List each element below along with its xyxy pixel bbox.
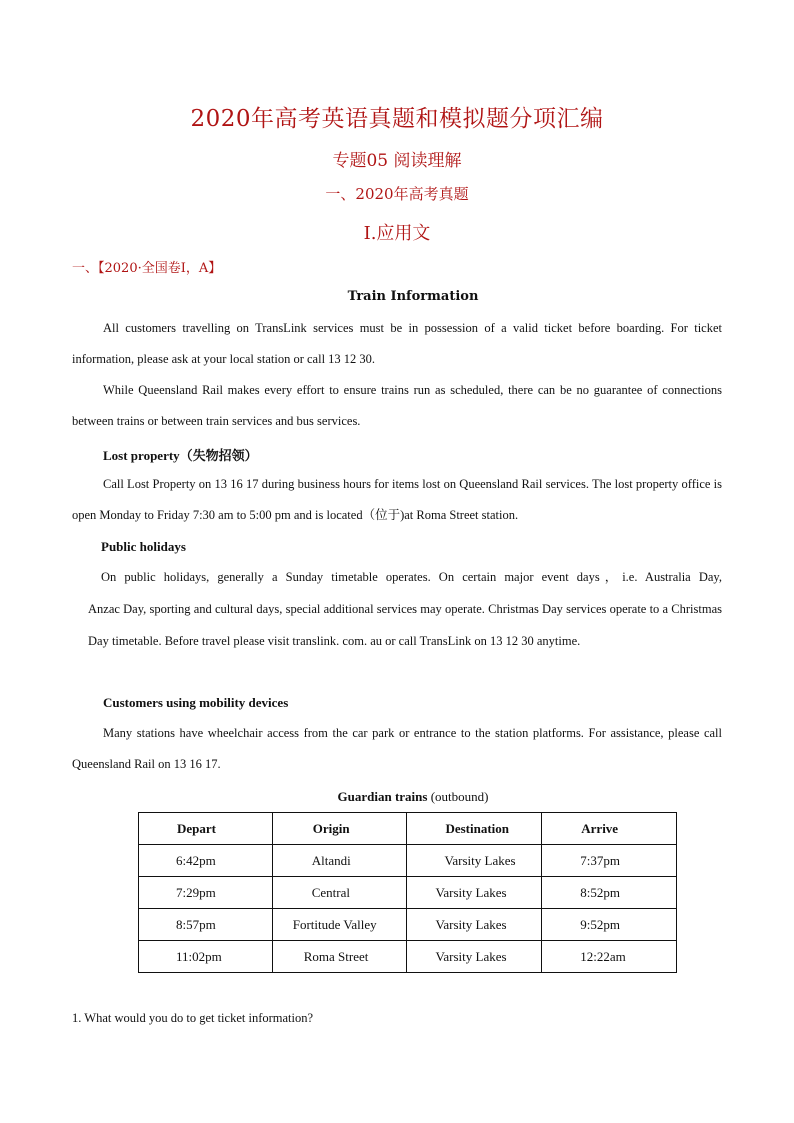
paragraph-text: While Queensland Rail makes every effort to ensure trains run as scheduled, there can be no guarantee of connections between trains or between train services and bus services. — [72, 383, 722, 428]
section-heading: 一、2020年高考真题 — [325, 185, 469, 203]
table-cell: Varsity Lakes — [407, 845, 542, 877]
column-header-depart: Depart — [139, 813, 273, 845]
column-header-origin: Origin — [272, 813, 407, 845]
question-1: 1. What would you do to get ticket information? — [72, 1011, 314, 1025]
table-cell: 8:57pm — [139, 909, 273, 941]
column-header-destination: Destination — [407, 813, 542, 845]
guardian-trains-table — [138, 812, 677, 973]
table-row — [139, 845, 677, 877]
paragraph-text: Call Lost Property on 13 16 17 during business hours for items lost on Queensland Rail services. The lost property office is open Monday to Friday 7:30 am to 5:00 pm and is located（位于)at Roma Street station. — [72, 477, 722, 522]
public-holidays-heading: Public holidays — [101, 539, 186, 554]
table-cell: 8:52pm — [542, 877, 677, 909]
paragraph-holidays-first-line: On public holidays, generally a Sunday timetable operates. On certain major event days，i.e. Australia Day, — [101, 570, 722, 584]
table-cell: Central — [272, 877, 407, 909]
passage-title: Train Information — [347, 289, 479, 304]
topic-subtitle: 专题05 阅读理解 — [332, 151, 462, 171]
table-header-row — [139, 813, 677, 845]
table-caption-bold: Guardian trains — [337, 789, 428, 804]
paragraph-connections — [72, 375, 722, 437]
table-row — [139, 909, 677, 941]
table-row — [139, 877, 677, 909]
table-cell: Varsity Lakes — [407, 877, 542, 909]
table-cell: Varsity Lakes — [407, 941, 542, 973]
document-title: 2020年高考英语真题和模拟题分项汇编 — [190, 106, 604, 132]
paragraph-lost-property — [72, 469, 722, 531]
paragraph-mobility — [72, 718, 722, 780]
table-cell: 7:29pm — [139, 877, 273, 909]
table-cell: 9:52pm — [542, 909, 677, 941]
question-source: 一、【2020·全国卷I，A】 — [72, 261, 222, 276]
table-cell: 7:37pm — [542, 845, 677, 877]
paragraph-tickets — [72, 313, 722, 375]
paragraph-text: All customers travelling on TransLink services must be in possession of a valid ticket before boarding. For ticket information, please ask at your local station or call 13 12 30. — [72, 321, 722, 366]
paragraph-holidays: Anzac Day, sporting and cultural days, special additional services may operate. Christmas Day services operate to a Christmas Day timetable. Before travel please visit translink. com. au or call TransLink on 13 12 30 anytime. — [88, 602, 722, 648]
mobility-heading: Customers using mobility devices — [103, 695, 289, 710]
table-caption — [0, 789, 794, 805]
part-heading: I.应用文 — [363, 223, 431, 244]
table-caption-rest: (outbound) — [427, 789, 489, 804]
column-header-arrive: Arrive — [542, 813, 677, 845]
table-row — [139, 941, 677, 973]
table-cell: Altandi — [272, 845, 407, 877]
table-cell: 11:02pm — [139, 941, 273, 973]
table-cell: Roma Street — [272, 941, 407, 973]
table-cell: 6:42pm — [139, 845, 273, 877]
paragraph-text: Many stations have wheelchair access from the car park or entrance to the station platforms. For assistance, please call Queensland Rail on 13 16 17. — [72, 726, 722, 771]
table-cell: Varsity Lakes — [407, 909, 542, 941]
table-cell: Fortitude Valley — [272, 909, 407, 941]
table-cell: 12:22am — [542, 941, 677, 973]
lost-property-heading: Lost property（失物招领） — [103, 448, 258, 463]
